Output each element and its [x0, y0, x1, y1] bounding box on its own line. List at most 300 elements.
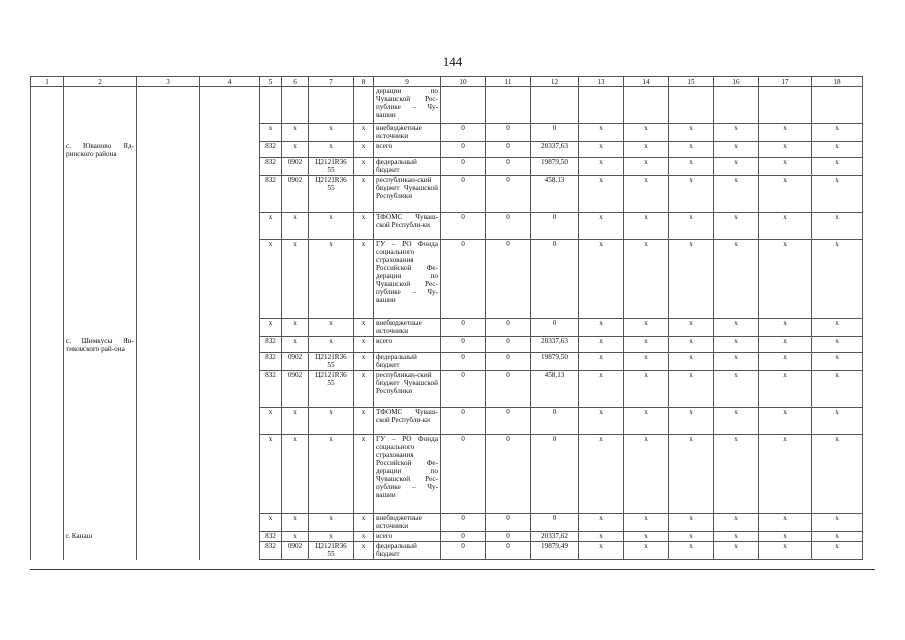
table-cell: х	[354, 124, 374, 142]
column-number-header: 14	[624, 77, 669, 87]
table-cell: х	[260, 435, 282, 514]
table-row	[31, 213, 863, 240]
column-number-row	[31, 77, 863, 87]
table-cell	[31, 532, 64, 542]
table-cell: всего	[374, 532, 441, 542]
table-cell: х	[354, 435, 374, 514]
table-cell: х	[669, 514, 714, 532]
table-cell: х	[812, 142, 863, 158]
table-cell: х	[714, 337, 759, 353]
table-cell: х	[669, 124, 714, 142]
table-cell	[137, 319, 200, 337]
table-cell: х	[759, 371, 812, 408]
table-cell: 832	[260, 371, 282, 408]
table-cell: х	[260, 213, 282, 240]
table-cell: федеральный бюджет	[374, 158, 441, 176]
table-cell: 20337,63	[531, 337, 579, 353]
table-cell: 0	[486, 532, 531, 542]
table-cell: ГУ – РО Фонда социального страхования Российской Фе-дерации по Чувашской Рес-публике – Чу-вашии	[374, 435, 441, 514]
table-cell	[31, 142, 64, 158]
table-cell: х	[282, 532, 309, 542]
table-cell	[200, 532, 260, 542]
table-cell: с. Юваново Яд-ринского района	[64, 142, 137, 158]
table-cell: ТФОМС Чуваш-ской Республи-ки	[374, 213, 441, 240]
table-cell: х	[714, 353, 759, 371]
table-cell: х	[309, 435, 354, 514]
table-cell	[31, 435, 64, 514]
table-cell: 20337,62	[531, 532, 579, 542]
table-cell: х	[579, 435, 624, 514]
table-cell	[137, 142, 200, 158]
table-cell: 0	[441, 240, 486, 319]
column-number-header: 5	[260, 77, 282, 87]
table-cell: х	[282, 240, 309, 319]
table-cell	[31, 319, 64, 337]
table-cell	[137, 435, 200, 514]
table-cell	[200, 319, 260, 337]
table-cell: 458,13	[531, 371, 579, 408]
table-cell: х	[579, 371, 624, 408]
table-cell: 19879,50	[531, 353, 579, 371]
table-cell: х	[579, 353, 624, 371]
table-cell	[200, 408, 260, 435]
table-cell	[137, 176, 200, 213]
table-cell	[31, 158, 64, 176]
table-cell: х	[812, 542, 863, 560]
table-row	[31, 176, 863, 213]
table-cell: внебюджетные источники	[374, 514, 441, 532]
table-cell: х	[579, 240, 624, 319]
table-cell: х	[759, 124, 812, 142]
table-cell: х	[624, 337, 669, 353]
table-cell: х	[714, 542, 759, 560]
table-cell	[137, 337, 200, 353]
table-cell: х	[309, 337, 354, 353]
table-cell: х	[354, 337, 374, 353]
table-cell: х	[714, 240, 759, 319]
table-cell: х	[354, 514, 374, 532]
table-cell: х	[624, 124, 669, 142]
table-cell: 832	[260, 532, 282, 542]
table-cell: х	[309, 408, 354, 435]
table-cell: 0	[486, 371, 531, 408]
table-cell: х	[759, 353, 812, 371]
table-cell: х	[812, 319, 863, 337]
table-cell: х	[624, 371, 669, 408]
table-cell	[64, 124, 137, 142]
table-cell	[31, 353, 64, 371]
table-cell	[64, 319, 137, 337]
table-cell	[31, 542, 64, 560]
table-cell: 0902	[282, 371, 309, 408]
column-number-header: 6	[282, 77, 309, 87]
table-row	[31, 142, 863, 158]
table-cell	[624, 87, 669, 124]
table-cell	[31, 176, 64, 213]
table-cell: х	[759, 319, 812, 337]
table-cell	[31, 371, 64, 408]
table-cell: х	[282, 142, 309, 158]
column-number-header: 11	[486, 77, 531, 87]
table-cell: 0	[441, 213, 486, 240]
table-cell: х	[260, 514, 282, 532]
table-body	[31, 87, 863, 560]
table-cell: х	[260, 124, 282, 142]
table-cell: х	[260, 240, 282, 319]
table-cell: х	[714, 408, 759, 435]
table-cell: 832	[260, 176, 282, 213]
table-cell	[137, 408, 200, 435]
table-cell: Ц2121R36 55	[309, 353, 354, 371]
table-cell: 20337,63	[531, 142, 579, 158]
table-cell: Ц2121R36 55	[309, 158, 354, 176]
table-cell: 0	[441, 158, 486, 176]
table-row	[31, 353, 863, 371]
table-cell: х	[354, 176, 374, 213]
table-cell: х	[624, 542, 669, 560]
table-cell: 832	[260, 337, 282, 353]
table-cell: 0	[531, 435, 579, 514]
table-cell	[64, 176, 137, 213]
table-cell: х	[714, 319, 759, 337]
table-cell: х	[309, 124, 354, 142]
table-cell	[309, 87, 354, 124]
table-cell: х	[759, 532, 812, 542]
table-cell: внебюджетные источники	[374, 124, 441, 142]
table-row	[31, 337, 863, 353]
table-cell: х	[812, 435, 863, 514]
table-cell: х	[309, 213, 354, 240]
table-cell: х	[282, 319, 309, 337]
table-cell	[64, 514, 137, 532]
table-cell: х	[759, 408, 812, 435]
table-cell: дерации по Чувашской Рес-публике – Чу-вашии	[374, 87, 441, 124]
table-cell: х	[282, 337, 309, 353]
table-cell	[531, 87, 579, 124]
column-number-header: 18	[812, 77, 863, 87]
table-cell: всего	[374, 142, 441, 158]
table-cell	[200, 124, 260, 142]
table-cell	[137, 240, 200, 319]
table-cell: 0	[531, 514, 579, 532]
table-cell: х	[669, 337, 714, 353]
table-cell	[486, 87, 531, 124]
table-cell	[31, 124, 64, 142]
table-cell	[31, 514, 64, 532]
column-number-header: 1	[31, 77, 64, 87]
table-cell: х	[624, 240, 669, 319]
table-cell	[64, 87, 137, 124]
table-cell	[200, 213, 260, 240]
table-cell: 0	[486, 514, 531, 532]
table-cell: х	[579, 408, 624, 435]
column-number-header: 3	[137, 77, 200, 87]
table-cell: 0	[486, 353, 531, 371]
table-cell: х	[579, 124, 624, 142]
table-cell: х	[282, 408, 309, 435]
table-cell	[260, 87, 282, 124]
table-cell: х	[309, 514, 354, 532]
table-cell	[64, 371, 137, 408]
table-cell	[137, 158, 200, 176]
table-cell	[354, 87, 374, 124]
table-cell: х	[812, 158, 863, 176]
column-number-header: 15	[669, 77, 714, 87]
table-cell: ГУ – РО Фонда социального страхования Российской Фе-дерации по Чувашской Рес-публике – Чу-вашии	[374, 240, 441, 319]
table-cell	[200, 158, 260, 176]
table-cell: х	[579, 158, 624, 176]
table-cell: х	[309, 319, 354, 337]
table-cell: х	[624, 158, 669, 176]
table-cell: 0	[441, 124, 486, 142]
table-cell: х	[354, 532, 374, 542]
table-cell: х	[354, 319, 374, 337]
table-row	[31, 435, 863, 514]
table-cell: Ц2121R36 55	[309, 371, 354, 408]
table-cell: 0	[441, 435, 486, 514]
table-cell	[137, 353, 200, 371]
table-cell: 832	[260, 158, 282, 176]
table-cell: х	[812, 353, 863, 371]
table-cell: х	[669, 371, 714, 408]
table-cell: х	[812, 337, 863, 353]
table-cell: х	[714, 124, 759, 142]
budget-table	[30, 76, 863, 560]
table-cell: х	[812, 176, 863, 213]
table-cell: 0	[486, 337, 531, 353]
column-number-header: 12	[531, 77, 579, 87]
table-cell: 0	[486, 124, 531, 142]
table-cell: х	[624, 176, 669, 213]
table-cell: х	[579, 213, 624, 240]
table-cell: 0	[531, 408, 579, 435]
table-cell: х	[812, 532, 863, 542]
table-cell	[64, 435, 137, 514]
page-bottom-rule	[30, 569, 875, 570]
table-cell: х	[669, 176, 714, 213]
table-cell: х	[282, 514, 309, 532]
table-cell: х	[260, 319, 282, 337]
table-cell: х	[624, 353, 669, 371]
table-cell	[137, 532, 200, 542]
table-cell: 0	[441, 371, 486, 408]
table-cell: х	[354, 213, 374, 240]
table-cell: х	[354, 240, 374, 319]
table-cell: 832	[260, 542, 282, 560]
table-cell: х	[669, 240, 714, 319]
table-cell: 0	[486, 319, 531, 337]
table-row	[31, 408, 863, 435]
table-row	[31, 87, 863, 124]
table-row	[31, 158, 863, 176]
table-cell: 0	[486, 158, 531, 176]
table-cell: 0	[441, 353, 486, 371]
table-cell: х	[759, 514, 812, 532]
column-number-header: 17	[759, 77, 812, 87]
table-cell	[200, 240, 260, 319]
table-cell: х	[354, 158, 374, 176]
table-cell: х	[354, 371, 374, 408]
table-cell: х	[812, 213, 863, 240]
table-cell	[137, 542, 200, 560]
table-cell: х	[759, 337, 812, 353]
table-cell: 19879,49	[531, 542, 579, 560]
table-cell: 0	[531, 319, 579, 337]
table-cell: 0	[531, 124, 579, 142]
table-cell: х	[759, 542, 812, 560]
table-cell: х	[812, 514, 863, 532]
table-cell: 0	[441, 542, 486, 560]
table-cell	[31, 337, 64, 353]
table-cell	[669, 87, 714, 124]
table-cell	[31, 213, 64, 240]
table-cell: х	[309, 532, 354, 542]
table-row	[31, 514, 863, 532]
table-cell: 0902	[282, 542, 309, 560]
table-cell: х	[812, 124, 863, 142]
table-cell	[714, 87, 759, 124]
table-cell: х	[669, 408, 714, 435]
table-cell	[200, 176, 260, 213]
table-cell: х	[714, 435, 759, 514]
table-cell: х	[260, 408, 282, 435]
table-cell	[200, 371, 260, 408]
table-cell: х	[354, 353, 374, 371]
table-cell	[200, 542, 260, 560]
table-cell: х	[759, 158, 812, 176]
table-cell: х	[669, 435, 714, 514]
table-cell: 0	[486, 408, 531, 435]
table-cell: х	[579, 142, 624, 158]
table-row	[31, 542, 863, 560]
table-cell: ТФОМС Чуваш-ской Республи-ки	[374, 408, 441, 435]
table-cell: х	[579, 532, 624, 542]
table-cell: 19879,50	[531, 158, 579, 176]
table-cell: 0	[486, 435, 531, 514]
table-cell: х	[812, 408, 863, 435]
table-row	[31, 532, 863, 542]
table-cell	[200, 353, 260, 371]
table-cell: х	[624, 532, 669, 542]
table-cell: х	[669, 213, 714, 240]
table-cell	[200, 514, 260, 532]
table-cell: х	[624, 319, 669, 337]
table-cell: 832	[260, 353, 282, 371]
table-cell: х	[714, 213, 759, 240]
table-cell: х	[714, 176, 759, 213]
table-cell: х	[759, 240, 812, 319]
column-number-header: 2	[64, 77, 137, 87]
table-cell	[64, 213, 137, 240]
column-number-header: 8	[354, 77, 374, 87]
table-cell: х	[579, 319, 624, 337]
column-number-header: 7	[309, 77, 354, 87]
table-cell	[200, 142, 260, 158]
table-cell	[64, 353, 137, 371]
table-cell: х	[282, 124, 309, 142]
column-number-header: 13	[579, 77, 624, 87]
table-cell: 0	[531, 240, 579, 319]
table-cell: 0	[486, 213, 531, 240]
table-cell	[137, 371, 200, 408]
table-row	[31, 371, 863, 408]
table-cell: х	[759, 213, 812, 240]
table-cell: 0902	[282, 158, 309, 176]
table-cell: 0	[441, 408, 486, 435]
table-cell: федеральный бюджет	[374, 542, 441, 560]
table-cell: 0	[486, 142, 531, 158]
table-cell: х	[812, 371, 863, 408]
table-cell: х	[579, 337, 624, 353]
table-cell: х	[354, 542, 374, 560]
table-cell: х	[624, 213, 669, 240]
table-cell: 0	[486, 176, 531, 213]
table-cell: х	[812, 240, 863, 319]
table-cell: республикан-ский бюджет Чувашской Республики	[374, 176, 441, 213]
table-cell: х	[354, 142, 374, 158]
page-number: 144	[442, 54, 463, 69]
table-cell: г. Канаш	[64, 532, 137, 542]
table-cell: х	[669, 542, 714, 560]
table-cell: Ц2121R36 55	[309, 176, 354, 213]
table-cell	[64, 240, 137, 319]
table-cell: х	[714, 158, 759, 176]
table-cell: х	[669, 158, 714, 176]
table-cell: х	[282, 435, 309, 514]
column-number-header: 10	[441, 77, 486, 87]
table-cell: х	[624, 408, 669, 435]
column-number-header: 16	[714, 77, 759, 87]
table-cell	[200, 87, 260, 124]
table-cell	[64, 542, 137, 560]
table-cell: 0	[486, 240, 531, 319]
table-cell: х	[714, 532, 759, 542]
table-cell: федеральный бюджет	[374, 353, 441, 371]
table-cell	[64, 158, 137, 176]
table-cell: х	[579, 176, 624, 213]
table-cell: 0	[441, 142, 486, 158]
table-cell: х	[759, 435, 812, 514]
table-cell: х	[759, 176, 812, 213]
table-cell: 458,13	[531, 176, 579, 213]
table-cell	[64, 408, 137, 435]
table-cell: 0	[486, 542, 531, 560]
table-cell	[137, 514, 200, 532]
table-cell	[137, 87, 200, 124]
table-cell: х	[579, 514, 624, 532]
table-cell: х	[309, 240, 354, 319]
table-cell	[812, 87, 863, 124]
table-cell: 0	[441, 337, 486, 353]
table-cell	[200, 337, 260, 353]
table-cell	[137, 124, 200, 142]
table-cell: Ц2121R36 55	[309, 542, 354, 560]
table-cell: х	[714, 371, 759, 408]
table-cell	[282, 87, 309, 124]
table-cell: 0	[441, 532, 486, 542]
table-cell: 832	[260, 142, 282, 158]
table-cell: х	[282, 213, 309, 240]
table-cell	[759, 87, 812, 124]
table-cell: всего	[374, 337, 441, 353]
table-cell	[441, 87, 486, 124]
table-cell: х	[354, 408, 374, 435]
table-row	[31, 319, 863, 337]
table-cell: х	[669, 142, 714, 158]
table-cell: 0	[441, 176, 486, 213]
table-cell	[200, 435, 260, 514]
table-cell: 0	[531, 213, 579, 240]
